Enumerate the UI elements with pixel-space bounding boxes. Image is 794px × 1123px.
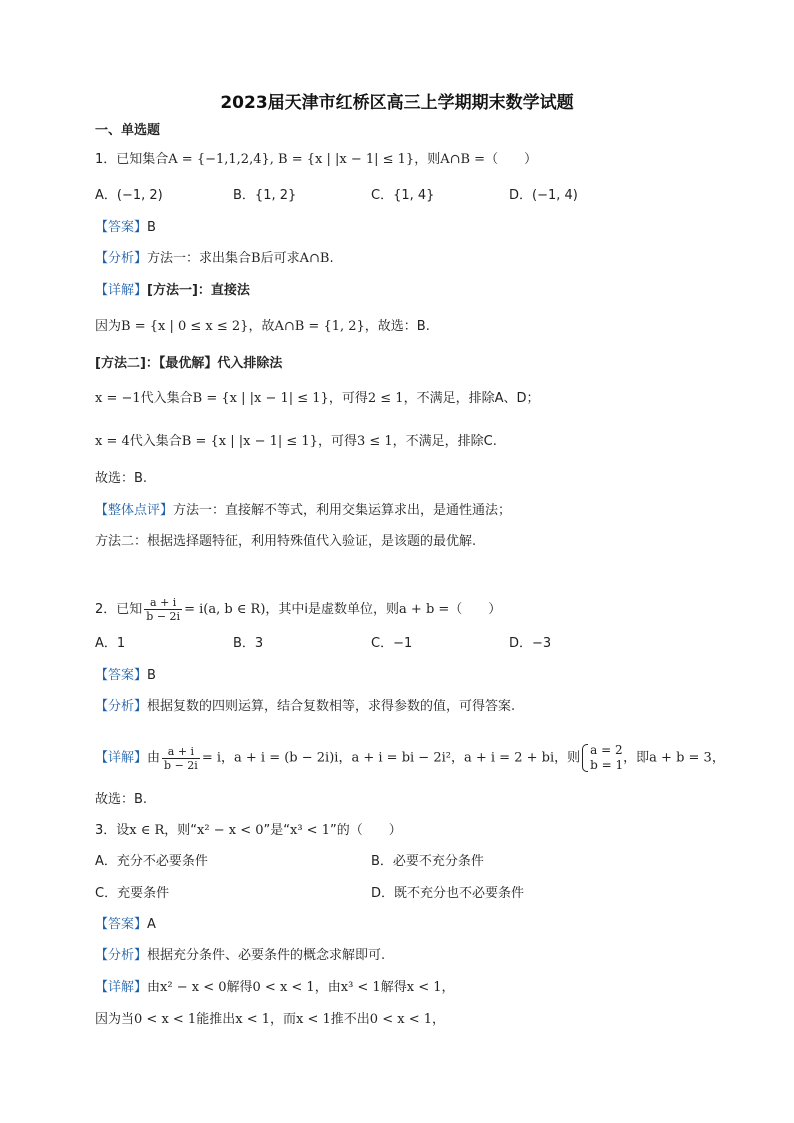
- q3-answer-value: A: [147, 917, 156, 932]
- q2-stem-math: = i(a, b ∈ R): [184, 602, 266, 617]
- q2-answer: [95, 667, 156, 685]
- q1-method1-body: [95, 318, 430, 336]
- analysis-tag: 【分析】: [95, 948, 148, 963]
- q1-stem-text: ，则: [414, 152, 441, 167]
- q1-comment2: 方法二：根据选择题特征，利用特殊值代入验证，是该题的最优解.: [95, 534, 477, 549]
- q3-detail-text: 解得: [380, 980, 407, 995]
- q2-option-d: D．−3: [509, 636, 552, 651]
- q3-explain-math: x < 1: [235, 1012, 270, 1027]
- q1-s2-math: 3 ≤ 1: [356, 434, 393, 449]
- q1-analysis-text: 后可求: [260, 251, 300, 266]
- q2-detail-fraction: [162, 745, 200, 772]
- q1-option-d: D．(−1, 4): [509, 188, 578, 203]
- q3-stem-text: ”的（ ）: [329, 823, 402, 838]
- q2-frac-den: b − 2i: [146, 610, 181, 623]
- q1-analysis: [95, 250, 334, 268]
- q2-stem: [95, 596, 501, 623]
- q2-analysis-text: 根据复数的四则运算，结合复数相等，求得参数的值，可得答案.: [147, 699, 516, 714]
- q2-detail-text: ，: [450, 750, 464, 766]
- q3-detail-text: ，: [441, 980, 455, 995]
- q1-s1-math: 2 ≤ 1: [367, 391, 404, 406]
- q2-detail-text: ，则: [554, 750, 581, 766]
- q3-stem-text: ，则“: [164, 823, 198, 838]
- q1-answer-value: B: [147, 220, 156, 235]
- detail-tag: 【详解】: [95, 750, 148, 766]
- q2-equation-system: [580, 743, 623, 773]
- q2-paren: （ ）: [449, 602, 502, 617]
- q2-sys-line: a = 2: [590, 743, 623, 757]
- section-heading: 一、单选题: [95, 123, 161, 138]
- page-title: 2023届天津市红桥区高三上学期期末数学试题: [220, 93, 574, 113]
- q1-analysis-text: .: [329, 251, 334, 266]
- q3-stem: [95, 822, 402, 840]
- q2-option-c: C．−1: [371, 636, 413, 651]
- q2-detail-math: a + i = (b − 2i)i: [234, 750, 339, 766]
- q1-choose: 故选：B.: [95, 471, 148, 486]
- q2-option-a: A．1: [95, 636, 126, 651]
- comment-tag: 【整体点评】: [95, 503, 174, 518]
- q2-detail-text: ，即: [623, 750, 650, 766]
- q3-explain-text: 能推出: [196, 1012, 236, 1027]
- q3-answer: [95, 916, 156, 934]
- q1-s1-text: x = −1代入集合: [95, 391, 193, 406]
- q3-option-d: D．既不充分也不必要条件: [371, 886, 525, 901]
- q2-stem-text: ，其中i是虚数单位，则: [265, 602, 400, 617]
- answer-tag: 【答案】: [95, 917, 148, 932]
- q3-explain-math: x < 1: [296, 1012, 331, 1027]
- q3-option-c: C．充要条件: [95, 886, 170, 901]
- detail-tag: 【详解】: [95, 980, 148, 995]
- q3-detail: [95, 979, 455, 997]
- q1-m1-math: B = {x | 0 ≤ x ≤ 2}: [121, 319, 249, 334]
- q1-s1-math: B = {x | |x − 1| ≤ 1}: [192, 391, 329, 406]
- q1-s2-math: B = {x | |x − 1| ≤ 1}: [181, 434, 318, 449]
- q1-method2-step2: [95, 433, 497, 451]
- q3-stem-math: x³ < 1: [290, 823, 330, 838]
- q3-stem-math: x² − x < 0: [197, 823, 264, 838]
- q1-stem-text: 1．已知集合: [95, 152, 169, 167]
- q1-method2-heading: [95, 355, 282, 373]
- q1-m2-label: [方法二]：: [95, 356, 159, 371]
- q2-sys-line: b = 1: [590, 758, 624, 772]
- q3-detail-math: x³ < 1: [340, 980, 381, 995]
- q2-stem-math: a + b =: [399, 602, 450, 617]
- q3-detail-text: 解得: [226, 980, 253, 995]
- q1-analysis-text: 方法一：求出集合: [147, 251, 252, 266]
- q1-s1-text: ，可得: [328, 391, 368, 406]
- q3-stem-text: 3．设: [95, 823, 130, 838]
- q3-explanation: [95, 1011, 445, 1029]
- q1-option-a: A．(−1, 2): [95, 188, 163, 203]
- q3-detail-math: x² − x < 0: [160, 980, 227, 995]
- q1-m1-text: ，故选：B.: [364, 319, 430, 334]
- q1-s2-text: ，不满足，排除C.: [392, 434, 497, 449]
- q2-choose: 故选：B.: [95, 792, 148, 807]
- answer-tag: 【答案】: [95, 668, 148, 683]
- q2-option-b: B．3: [233, 636, 264, 651]
- q3-explain-text: 因为当: [95, 1012, 135, 1027]
- q1-expr: A∩B =: [440, 152, 486, 167]
- q1-set-b: , B = {x | |x − 1| ≤ 1}: [269, 152, 415, 167]
- q2-detail-text: ，: [711, 750, 725, 766]
- q1-comment: [95, 502, 511, 520]
- q3-analysis: [95, 947, 385, 965]
- q1-comment-text: 方法一：直接解不等式，利用交集运算求出，是通性通法；: [173, 503, 512, 518]
- q1-m1-text: ，故: [248, 319, 275, 334]
- q2-stem-text: 2．已知: [95, 602, 143, 617]
- q1-detail-method1-heading: [95, 282, 250, 300]
- q2-answer-value: B: [147, 668, 156, 683]
- q1-analysis-math: B: [251, 251, 261, 266]
- q2-fraction: [144, 596, 182, 623]
- q2-detail-text: ，: [338, 750, 352, 766]
- q1-m1-math: A∩B = {1, 2}: [274, 319, 365, 334]
- best-tag: 【最优解】: [158, 356, 218, 371]
- q3-detail-text: 由: [147, 980, 161, 995]
- q3-stem-math: x ∈ R: [129, 823, 165, 838]
- q3-explain-math: 0 < x < 1: [134, 1012, 197, 1027]
- q2-detail-text: ，: [221, 750, 235, 766]
- q1-paren: （ ）: [485, 152, 538, 167]
- q3-explain-text: ，: [432, 1012, 446, 1027]
- q2-detail-math: a + i = 2 + bi: [463, 750, 555, 766]
- q1-s1-text: ，不满足，排除A、D；: [403, 391, 540, 406]
- q2-detail-math: a + b = 3: [649, 750, 712, 766]
- q2-detail-math: = i: [201, 750, 221, 766]
- q3-stem-text: ”是“: [263, 823, 290, 838]
- q3-explain-math: 0 < x < 1: [369, 1012, 432, 1027]
- q1-stem: [95, 151, 537, 169]
- analysis-tag: 【分析】: [95, 251, 148, 266]
- detail-tag: 【详解】: [95, 283, 148, 298]
- q3-option-b: B．必要不充分条件: [371, 854, 484, 869]
- q3-detail-math: x < 1: [406, 980, 442, 995]
- q1-m1-text: 因为: [95, 319, 122, 334]
- q1-s2-text: ，可得: [317, 434, 357, 449]
- q1-method1-label: [方法一]：直接法: [147, 283, 250, 298]
- q1-analysis-math: A∩B: [299, 251, 330, 266]
- q2-detail-math: a + i = bi − 2i²: [351, 750, 451, 766]
- q3-explain-text: 推不出: [330, 1012, 370, 1027]
- q3-detail-math: 0 < x < 1: [252, 980, 315, 995]
- q1-m2-label: 代入排除法: [217, 356, 283, 371]
- q2-frac-den: b − 2i: [164, 758, 198, 772]
- q1-option-c: C．{1, 4}: [371, 188, 435, 203]
- q1-s2-text: x = 4代入集合: [95, 434, 182, 449]
- q1-answer: [95, 219, 156, 237]
- answer-tag: 【答案】: [95, 220, 148, 235]
- analysis-tag: 【分析】: [95, 699, 148, 714]
- q3-detail-text: ，由: [314, 980, 341, 995]
- q1-method2-step1: [95, 390, 539, 408]
- q1-set-a: A = {−1,1,2,4}: [168, 152, 270, 167]
- q3-analysis-text: 根据充分条件、必要条件的概念求解即可.: [147, 948, 386, 963]
- q3-explain-text: ，而: [270, 1012, 297, 1027]
- q2-detail: [95, 743, 725, 773]
- q2-detail-text: 由: [147, 750, 161, 766]
- q3-option-a: A．充分不必要条件: [95, 854, 208, 869]
- q2-frac-num: a + i: [162, 745, 200, 759]
- q2-analysis: [95, 698, 515, 716]
- q2-frac-num: a + i: [144, 596, 182, 610]
- q1-option-b: B．{1, 2}: [233, 188, 297, 203]
